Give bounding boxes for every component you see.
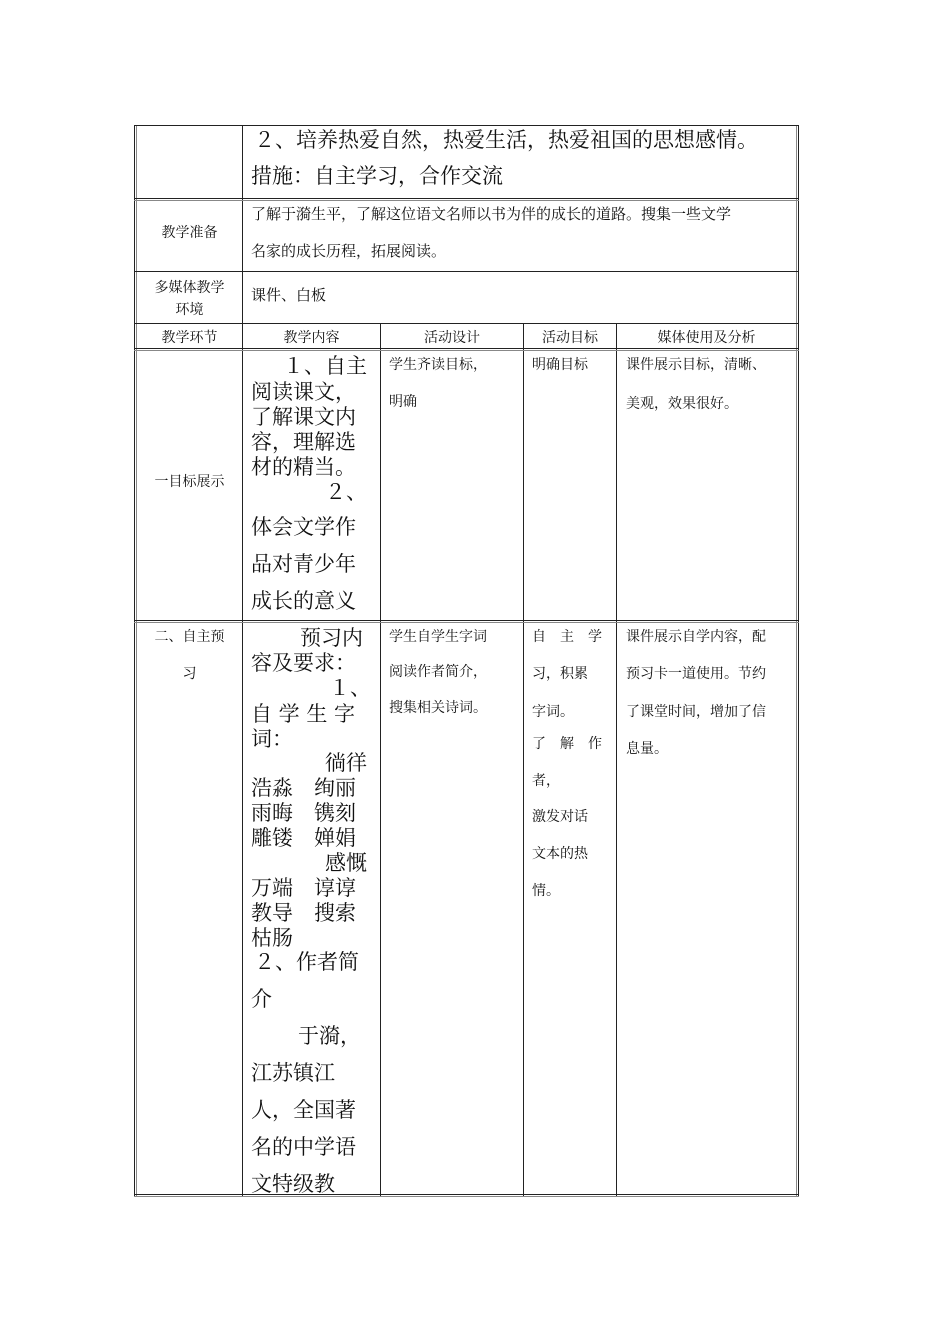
goal-line: ２、培养热爱自然，热爱生活，热爱祖国的思想感情。 [254,128,758,152]
prep-line-1: 了解于漪生平，了解这位语文名师以书为伴的成长的道路。搜集一些文学 [251,205,732,223]
media-env-label-2: 环境 [175,302,204,318]
header-media: 媒体使用及分析 [657,330,756,346]
media-env-value: 课件、白板 [251,286,327,304]
measure-line: 措施：自主学习，合作交流 [251,164,503,188]
prep-label: 教学准备 [161,225,218,241]
header-goal: 活动目标 [542,330,598,346]
row1-goal: 明确目标 [532,357,588,373]
header-stage: 教学环节 [161,330,218,346]
header-activity: 活动设计 [424,330,480,346]
header-content: 教学内容 [283,330,340,346]
media-env-label-1: 多媒体教学 [154,280,225,296]
row1-stage: 一目标展示 [154,474,225,490]
prep-line-2: 名家的成长历程，拓展阅读。 [251,242,447,260]
